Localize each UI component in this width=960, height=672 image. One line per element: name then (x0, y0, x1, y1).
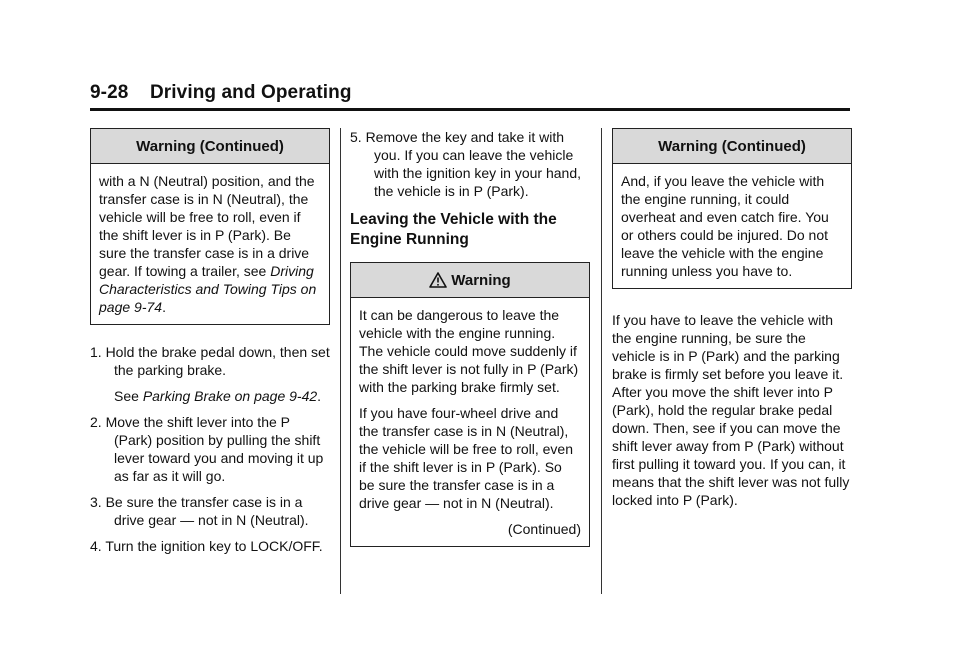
continued-label: (Continued) (507, 521, 581, 537)
column-divider (601, 128, 602, 594)
column-middle (350, 128, 590, 547)
column-left (90, 128, 330, 563)
warning-box-body (91, 164, 329, 324)
warning-paragraph-2: If you have four-wheel drive and the transfer case is in N (Neutral), the vehicle will be free to roll, even if the shift lever is in P (Park). So be sure the transfer case is in a drive gear — not in N (Neutral). (359, 405, 573, 511)
column-right (612, 128, 852, 509)
see-end: . (317, 388, 322, 404)
warning-box-text: And, if you leave the vehicle with the engine running, it could overheat and even catch fire. You or others could be injured. Do not leave the vehicle with the engine running unless you have to. (621, 173, 829, 279)
see-reference (90, 387, 330, 405)
warning-text-end: . (162, 299, 166, 315)
section-title: Driving and Operating (149, 82, 352, 103)
step-2: 2. Move the shift lever into the P (Park) position by pulling the shift lever toward you and moving it up as far as it will go. (90, 414, 324, 484)
warning-box-title: Warning (Continued) (91, 129, 329, 164)
step-4: 4. Turn the ignition key to LOCK/OFF. (90, 538, 323, 554)
warning-body (351, 298, 589, 546)
page-number: 9-28 (90, 82, 129, 103)
section-subheading: Leaving the Vehicle with the Engine Running (350, 211, 557, 248)
warning-title: Warning (451, 272, 511, 289)
page-header (90, 82, 850, 104)
body-paragraph: If you have to leave the vehicle with the engine running, be sure the vehicle is in P (Park) and the parking brake is firmly set before you leave it. After you move the shift lever into P (Park), hold the regular brake pedal down. Then, see if you can move the shift lever away from P (Park) without first pulling it toward you. If you can, it means that the shift lever was not fully locked into P (Park). (612, 312, 850, 508)
step-5: 5. Remove the key and take it with you. If you can leave the vehicle with the ignition key in your hand, the vehicle is in P (Park). (350, 129, 582, 199)
warning-text: with a N (Neutral) position, and the transfer case is in N (Neutral), the vehicle will be free to roll, even if the shift lever is in P (Park). Be sure the transfer case is in a drive gear. If towing a trailer, see (99, 173, 315, 279)
page-title (90, 82, 352, 103)
warning-paragraph-1: It can be dangerous to leave the vehicle with the engine running. The vehicle could move suddenly if the shift lever is not fully in P (Park) with the parking brake firmly set. (359, 307, 579, 395)
warning-box (350, 262, 590, 547)
see-prefix: See (114, 388, 143, 404)
warning-triangle-icon (429, 266, 447, 302)
warning-box-text (99, 172, 321, 316)
parking-brake-link[interactable]: Parking Brake on page 9-42 (142, 388, 318, 404)
warning-box-title: Warning (Continued) (613, 129, 851, 164)
step-3: 3. Be sure the transfer case is in a drive gear — not in N (Neutral). (90, 494, 309, 528)
warning-continued-box (612, 128, 852, 289)
column-divider (340, 128, 341, 594)
warning-box-body (613, 164, 851, 288)
warning-continued-box (90, 128, 330, 325)
warning-box-header (351, 263, 589, 298)
step-1: 1. Hold the brake pedal down, then set the parking brake. (90, 344, 330, 378)
cross-reference-link[interactable]: Driving Characteristics and Towing Tips on page 9-74 (99, 263, 317, 315)
header-rule (90, 108, 850, 111)
